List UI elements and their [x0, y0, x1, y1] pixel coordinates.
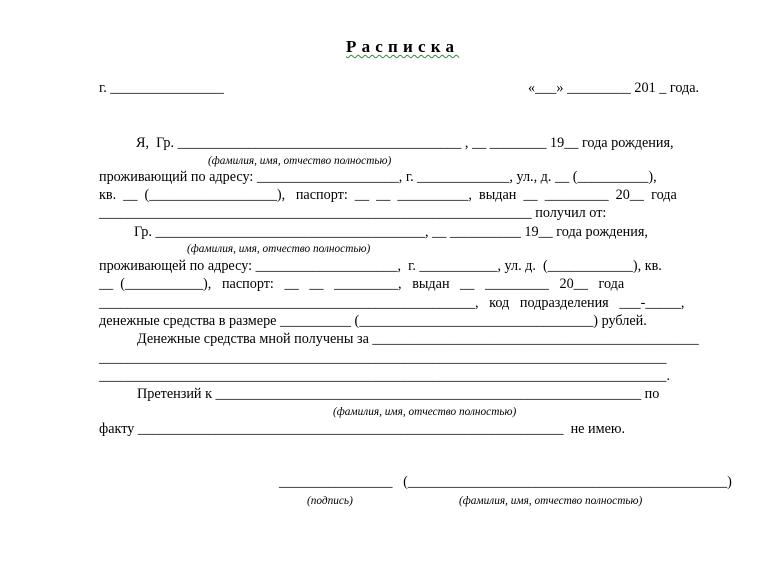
line-received-from: _____________________________________________________________ получил от:	[99, 205, 607, 221]
line-purpose-cont-2: ________________________________________________________________________________.	[99, 368, 671, 384]
date-line: «___» _________ 201 _ года.	[528, 80, 700, 96]
line-giver-name: Я, Гр. ________________________________________ , __ ________ 19__ года рождения,	[136, 135, 674, 151]
line-purpose: Денежные средства мной получены за ______________________________________________	[137, 331, 699, 347]
line-amount: денежные средства в размере __________ (_________________________________) рублей.	[99, 313, 647, 329]
document-title: Расписка	[346, 37, 460, 56]
line-giver-address: проживающий по адресу: ____________________, г. _____________, ул., д. __ (__________),	[99, 169, 657, 185]
hint-signature: (подпись)	[307, 495, 353, 507]
hint-claims-fio: (фамилия, имя, отчество полностью)	[333, 406, 517, 418]
hint-recipient-fio: (фамилия, имя, отчество полностью)	[187, 243, 371, 255]
line-division-code: _____________________________________________________, код подразделения ___-_____,	[99, 295, 685, 311]
line-purpose-cont-1: ________________________________________________________________________________	[99, 350, 667, 366]
hint-giver-fio: (фамилия, имя, отчество полностью)	[208, 155, 392, 167]
line-recipient-passport: __ (___________), паспорт: __ __ _________, выдан __ _________ 20__ года	[99, 276, 625, 292]
line-claims: Претензий к ____________________________________________________________ по	[137, 386, 660, 402]
line-no-claims: факту ____________________________________________________________ не имею.	[99, 421, 626, 437]
line-giver-passport: кв. __ (__________________), паспорт: __ __ __________, выдан __ _________ 20__ года	[99, 187, 677, 203]
city-line: г. ________________	[99, 80, 224, 96]
line-recipient-name: Гр. ______________________________________, __ __________ 19__ года рождения,	[134, 224, 648, 240]
hint-signer-fio: (фамилия, имя, отчество полностью)	[459, 495, 643, 507]
signature-line: ________________ (_____________________________________________)	[279, 474, 732, 490]
line-recipient-address: проживающей по адресу: ____________________, г. ___________, ул. д. (____________), кв.	[99, 258, 662, 274]
